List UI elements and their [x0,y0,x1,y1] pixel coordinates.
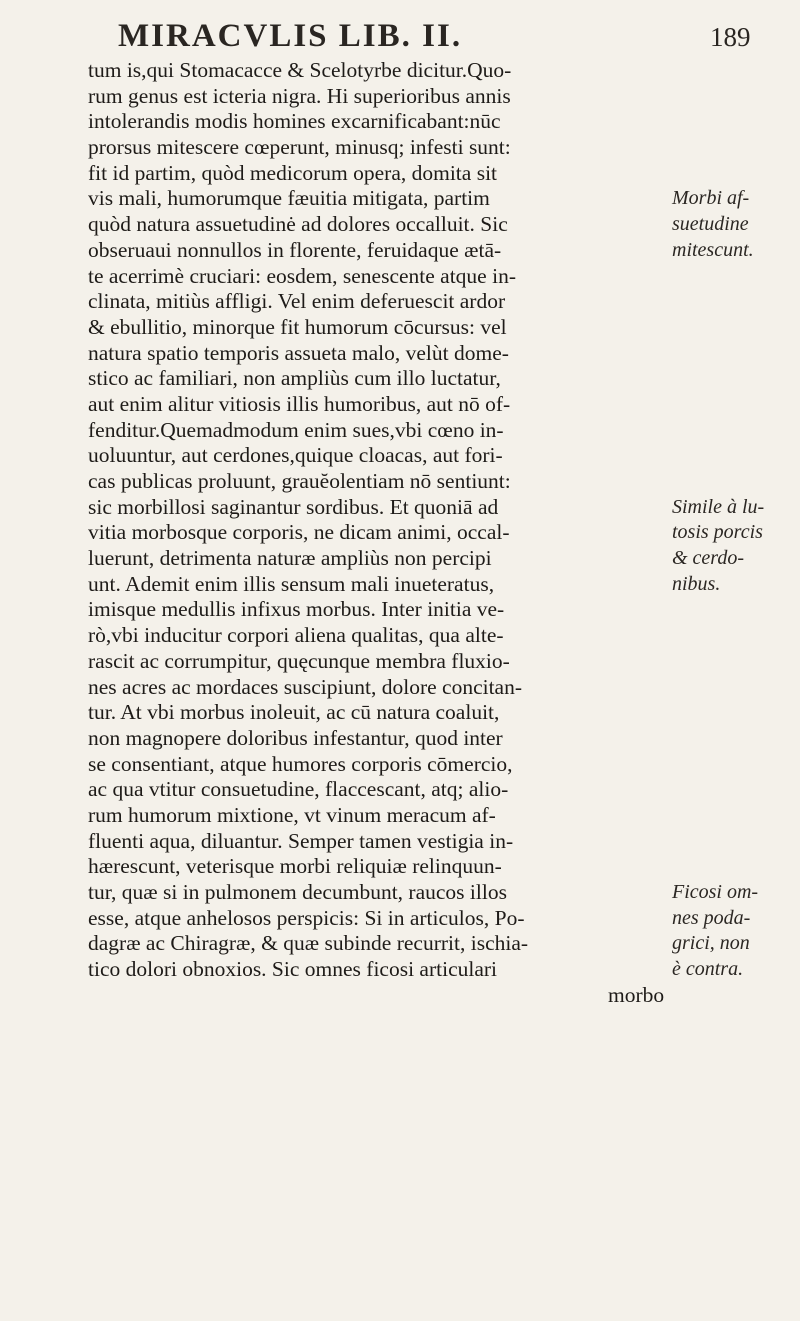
text-line: obseruaui nonnullos in florente, feruidaque ætā- [88,237,502,262]
text-line: tur, quæ si in pulmonem decumbunt, raucos illos [88,880,507,904]
margin-note: tosis porcis [672,521,763,544]
page-number: 189 [710,22,751,52]
text-line: ac qua vtitur consuetudine, flaccescant, atq; alio- [88,777,509,802]
text-line: imisque medullis infixus morbus. Inter initia ve- [88,597,505,622]
margin-note: grici, non [672,932,750,955]
text-line: stico ac familiari, non ampliùs cum illo luctatur, [88,366,501,391]
text-line: esse, atque anhelosos perspicis: Si in articulos, Po- [88,905,525,930]
text-line: cas publicas proluunt, grauĕolentiam nō sentiunt: [88,469,511,493]
text-line: rum genus est icteria nigra. Hi superioribus annis [88,83,511,108]
margin-note-spacer [672,315,792,341]
margin-note: mitescunt. [672,238,754,261]
margin-note-spacer [672,418,792,444]
margin-note-spacer [672,597,792,623]
text-line: nes acres ac mordaces suscipiunt, dolore concitan- [88,674,523,699]
text-line: & ebullitio, minorque fit humorum cōcursus: vel [88,314,507,339]
text-line: morbo [608,982,665,1007]
margin-note: nes poda- [672,906,751,929]
margin-note: Morbi af- [672,187,750,210]
text-line: dagræ ac Chiragræ, & quæ subinde recurrit, ischia- [88,931,529,956]
margin-note-spacer [672,469,792,495]
text-line: rò,vbi inducitur corpori aliena qualitas, qua alte- [88,623,504,648]
margin-note-spacer [672,752,792,778]
margin-note: è contra. [672,958,744,981]
margin-note-spacer [672,289,792,315]
text-line: fit id partim, quòd medicorum opera, domita sit [88,160,498,185]
margin-note-spacer [672,135,792,161]
margin-note-spacer [672,161,792,187]
margin-note: suetudine [672,213,749,236]
text-line: fluenti aqua, diluantur. Semper tamen vestigia in- [88,828,514,853]
margin-note-spacer [672,58,792,84]
text-line: prorsus mitescere cœperunt, minusq; infesti sunt: [88,135,511,160]
body-text [88,58,673,1008]
text-line: quòd natura assuetudinė ad dolores occalluit. Sic [88,212,508,237]
margin-note: Ficosi om- [672,881,759,903]
margin-note-spacer [672,829,792,855]
running-title: MIRACVLIS LIB. II. [118,18,463,54]
text-line: vis mali, humorumque fæuitia mitigata, partim [88,186,490,211]
text-line: luerunt, detrimenta naturæ ampliùs non percipi [88,546,492,571]
margin-note-spacer [672,700,792,726]
text-line: fenditur.Quemadmodum enim sues,vbi cœno in- [88,417,504,442]
text-line: hærescunt, veterisque morbi reliquiæ relinquun- [88,854,502,879]
text-line: te acerrimè cruciari: eosdem, senescente atque in- [88,263,516,288]
margin-note-spacer [672,84,792,110]
text-line: intolerandis modis homines excarnificabant:nūc [88,109,501,134]
text-line: rascit ac corrumpitur, quęcunque membra fluxio- [88,648,510,673]
text-line: tum is,qui Stomacacce & Scelotyrbe dicitur.Quo- [88,58,512,82]
margin-notes [672,58,792,983]
margin-note-spacer [672,803,792,829]
text-line: se consentiant, atque humores corporis cōmercio, [88,751,513,776]
margin-note-spacer [672,366,792,392]
text-line: vitia morbosque corporis, ne dicam animi, occal- [88,520,510,545]
page-header [0,18,800,58]
text-line: tur. At vbi morbus inoleuit, ac cū natura coaluit, [88,700,500,725]
text-line: natura spatio temporis assueta malo, velùt dome- [88,340,509,365]
margin-note-spacer [672,443,792,469]
margin-note-spacer [672,623,792,649]
text-line: uoluuntur, aut cerdones,quique cloacas, aut fori- [88,443,503,468]
margin-note-spacer [672,109,792,135]
margin-note-spacer [672,726,792,752]
text-line: sic morbillosi saginantur sordibus. Et quoniā ad [88,494,499,519]
margin-note-spacer [672,649,792,675]
margin-note-spacer [672,392,792,418]
text-line: aut enim alitur vitiosis illis humoribus, aut nō of- [88,391,511,416]
margin-note: nibus. [672,572,721,595]
margin-note-spacer [672,675,792,701]
text-line: unt. Ademit enim illis sensum mali inueteratus, [88,571,495,596]
margin-note: & cerdo- [672,547,745,570]
margin-note-spacer [672,854,792,880]
margin-note-spacer [672,341,792,367]
text-line: tico dolori obnoxios. Sic omnes ficosi articulari [88,957,498,982]
text-line: rum humorum mixtione, vt vinum meracum af- [88,802,496,827]
margin-note-spacer [672,777,792,803]
text-line: non magnopere doloribus infestantur, quod inter [88,725,503,750]
margin-note-spacer [672,264,792,290]
margin-note: Simile à lu- [672,495,765,518]
text-line: clinata, mitiùs affligi. Vel enim deferuescit ardor [88,289,506,314]
